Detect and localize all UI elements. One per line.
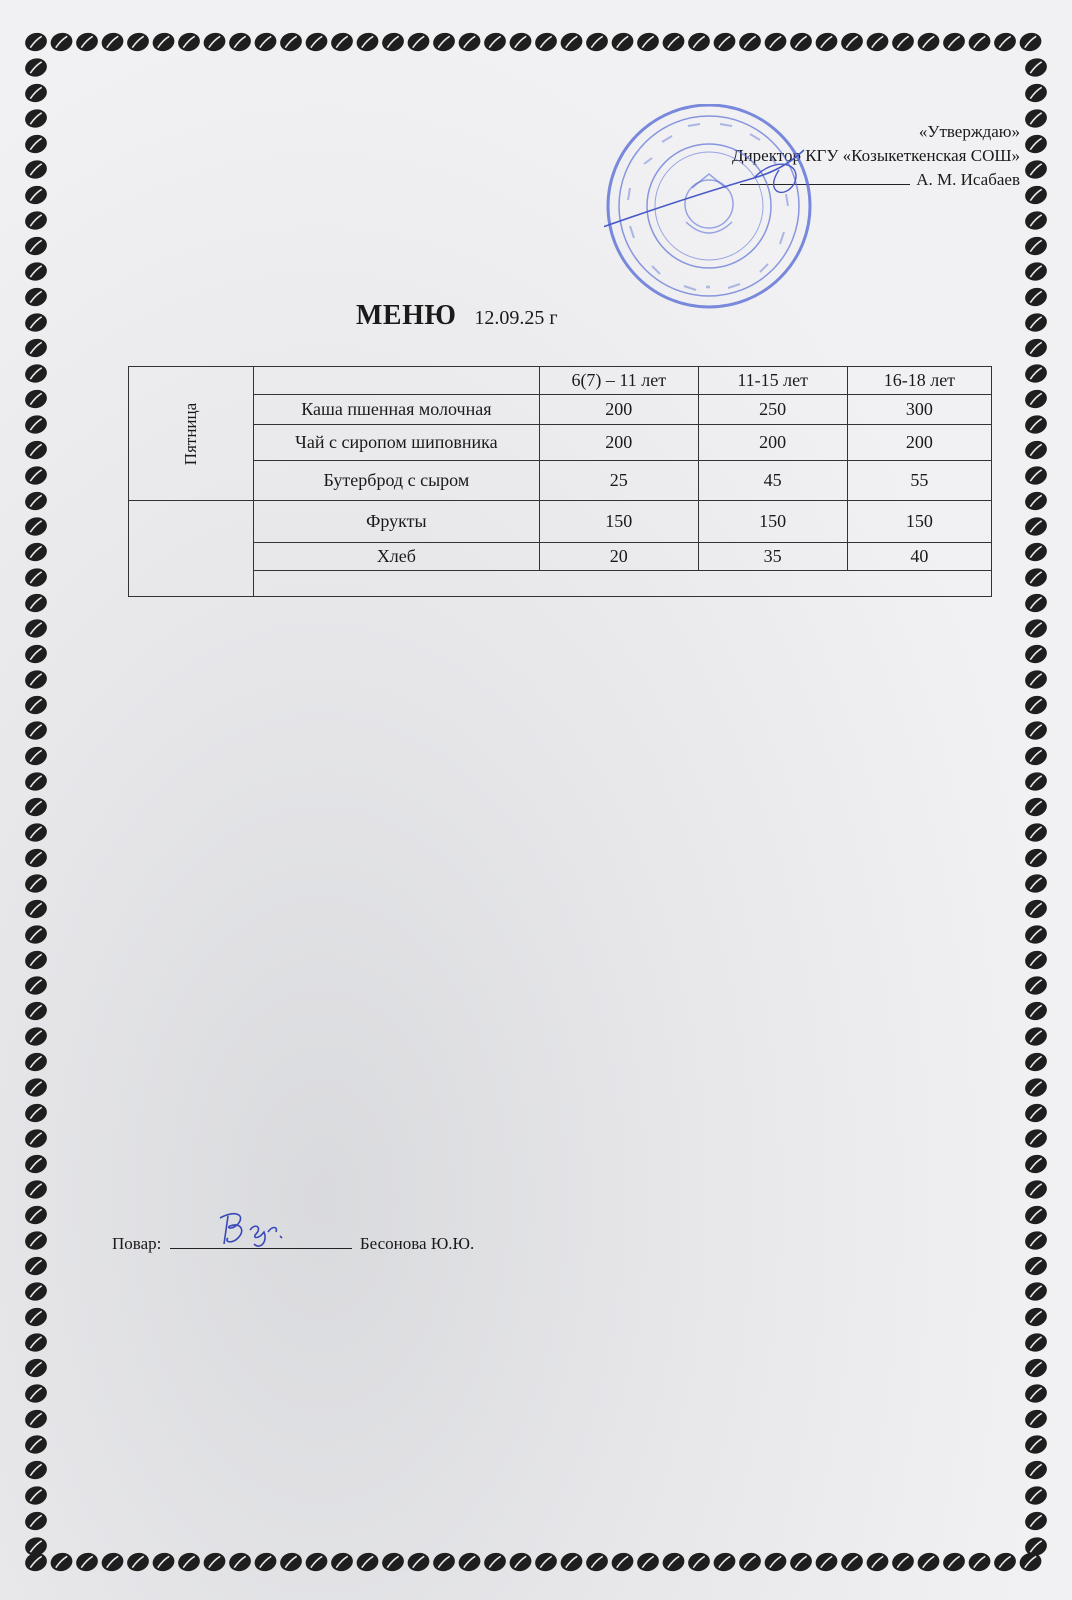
border-leaf <box>23 795 49 818</box>
cook-name: Бесонова Ю.Ю. <box>359 1234 475 1253</box>
border-leaf <box>329 1550 355 1573</box>
border-leaf <box>457 30 483 53</box>
border-leaf <box>23 1356 49 1379</box>
border-leaf <box>23 438 49 461</box>
border-leaf <box>814 30 840 53</box>
border-leaf <box>1023 1331 1049 1354</box>
border-leaf <box>406 1550 432 1573</box>
border-leaf <box>1023 1484 1049 1507</box>
border-leaf <box>304 30 330 53</box>
border-leaf <box>1018 30 1044 53</box>
border-leaf <box>406 30 432 53</box>
border-leaf <box>1023 974 1049 997</box>
border-leaf <box>482 30 508 53</box>
table-row <box>129 501 992 543</box>
table-row <box>129 543 992 571</box>
table-row <box>129 395 992 425</box>
border-leaf <box>1023 693 1049 716</box>
border-leaf <box>23 387 49 410</box>
border-leaf <box>1023 617 1049 640</box>
border-leaf <box>23 1331 49 1354</box>
border-leaf <box>533 1550 559 1573</box>
border-leaf <box>1023 1305 1049 1328</box>
border-leaf <box>23 668 49 691</box>
border-leaf <box>788 1550 814 1573</box>
border-leaf <box>559 30 585 53</box>
border-leaf <box>457 1550 483 1573</box>
border-leaf <box>967 1550 993 1573</box>
border-leaf <box>23 1178 49 1201</box>
border-leaf <box>176 1550 202 1573</box>
day-label: Пятница <box>180 402 200 466</box>
border-leaf <box>23 1535 49 1558</box>
border-leaf <box>1023 387 1049 410</box>
dish-name: Фрукты <box>253 501 539 543</box>
portion-value: 40 <box>847 543 991 571</box>
border-leaf <box>941 30 967 53</box>
empty-cell <box>253 571 991 597</box>
border-leaf <box>1023 1280 1049 1303</box>
border-leaf <box>23 1229 49 1252</box>
border-leaf <box>1023 1076 1049 1099</box>
portion-value: 200 <box>847 425 991 461</box>
border-leaf <box>1023 668 1049 691</box>
dish-name: Бутерброд с сыром <box>253 461 539 501</box>
border-leaf <box>865 1550 891 1573</box>
border-leaf <box>1023 923 1049 946</box>
border-leaf <box>431 30 457 53</box>
border-leaf <box>23 1280 49 1303</box>
border-leaf <box>23 1076 49 1099</box>
border-leaf <box>1023 489 1049 512</box>
official-stamp <box>604 104 834 314</box>
border-leaf <box>125 30 151 53</box>
border-leaf <box>100 30 126 53</box>
portion-value: 55 <box>847 461 991 501</box>
dish-name: Хлеб <box>253 543 539 571</box>
border-leaf <box>355 1550 381 1573</box>
border-leaf <box>839 1550 865 1573</box>
border-leaf <box>1023 413 1049 436</box>
border-leaf <box>1023 260 1049 283</box>
border-leaf <box>610 30 636 53</box>
border-leaf <box>23 1050 49 1073</box>
border-leaf <box>1023 1254 1049 1277</box>
border-leaf <box>202 30 228 53</box>
border-leaf <box>1023 285 1049 308</box>
border-leaf <box>814 1550 840 1573</box>
border-leaf <box>916 30 942 53</box>
border-leaf <box>992 30 1018 53</box>
cook-signature <box>216 1208 306 1250</box>
border-leaf <box>176 30 202 53</box>
border-leaf <box>1023 1203 1049 1226</box>
border-leaf <box>23 1509 49 1532</box>
border-leaf <box>1023 591 1049 614</box>
menu-date: 12.09.25 г <box>474 307 558 329</box>
border-leaf <box>23 515 49 538</box>
border-leaf <box>1023 1509 1049 1532</box>
border-leaf <box>1023 642 1049 665</box>
border-leaf <box>49 30 75 53</box>
portion-value: 200 <box>540 425 698 461</box>
border-leaf <box>23 617 49 640</box>
border-leaf <box>1023 234 1049 257</box>
portion-value: 300 <box>847 395 991 425</box>
border-leaf <box>23 81 49 104</box>
portion-value: 150 <box>540 501 698 543</box>
border-leaf <box>1023 1229 1049 1252</box>
border-leaf <box>1023 1050 1049 1073</box>
border-leaf <box>431 1550 457 1573</box>
border-leaf <box>23 1433 49 1456</box>
border-leaf <box>227 30 253 53</box>
border-leaf <box>1023 821 1049 844</box>
border-leaf <box>23 30 49 53</box>
border-leaf <box>712 1550 738 1573</box>
border-leaf <box>23 1127 49 1150</box>
border-leaf <box>1023 107 1049 130</box>
border-leaf <box>151 1550 177 1573</box>
portion-value: 200 <box>698 425 847 461</box>
border-leaf <box>1023 1101 1049 1124</box>
border-leaf <box>23 744 49 767</box>
border-leaf <box>1023 566 1049 589</box>
border-leaf <box>1023 1458 1049 1481</box>
portion-value: 20 <box>540 543 698 571</box>
portion-value: 250 <box>698 395 847 425</box>
cook-signature-block <box>112 1234 474 1254</box>
border-leaf <box>125 1550 151 1573</box>
decorative-border <box>22 28 1050 1576</box>
border-leaf <box>23 897 49 920</box>
table-row <box>129 461 992 501</box>
day-cell <box>129 367 254 501</box>
table-row-empty <box>129 571 992 597</box>
border-leaf <box>23 1305 49 1328</box>
border-leaf <box>763 30 789 53</box>
border-leaf <box>788 30 814 53</box>
cook-label: Повар: <box>112 1234 162 1253</box>
border-leaf <box>151 30 177 53</box>
border-leaf <box>23 1382 49 1405</box>
border-leaf <box>1023 56 1049 79</box>
border-leaf <box>686 1550 712 1573</box>
border-leaf <box>23 846 49 869</box>
border-leaf <box>23 234 49 257</box>
dish-name: Чай с сиропом шиповника <box>253 425 539 461</box>
border-leaf <box>1023 1025 1049 1048</box>
header-cell-age-group: 11-15 лет <box>698 367 847 395</box>
border-leaf <box>23 693 49 716</box>
border-leaf <box>1023 770 1049 793</box>
border-leaf <box>23 923 49 946</box>
border-leaf <box>1023 846 1049 869</box>
border-leaf <box>1023 311 1049 334</box>
border-leaf <box>1023 1127 1049 1150</box>
border-leaf <box>1023 1382 1049 1405</box>
border-leaf <box>635 1550 661 1573</box>
portion-value: 45 <box>698 461 847 501</box>
border-leaf <box>865 30 891 53</box>
approval-position: Директор КГУ «Козыкеткенская СОШ» <box>731 146 1020 165</box>
border-leaf <box>23 311 49 334</box>
border-leaf <box>23 540 49 563</box>
header-cell-age-group: 16-18 лет <box>847 367 991 395</box>
border-leaf <box>1023 209 1049 232</box>
border-leaf <box>559 1550 585 1573</box>
border-leaf <box>253 1550 279 1573</box>
border-leaf <box>23 1101 49 1124</box>
border-leaf <box>23 999 49 1022</box>
border-leaf <box>23 183 49 206</box>
border-leaf <box>23 464 49 487</box>
border-leaf <box>23 107 49 130</box>
border-leaf <box>23 158 49 181</box>
border-leaf <box>1023 948 1049 971</box>
border-leaf <box>1023 795 1049 818</box>
border-leaf <box>74 30 100 53</box>
border-leaf <box>839 30 865 53</box>
border-leaf <box>763 1550 789 1573</box>
border-leaf <box>1023 999 1049 1022</box>
portion-value: 200 <box>540 395 698 425</box>
portion-value: 35 <box>698 543 847 571</box>
border-leaf <box>508 30 534 53</box>
border-leaf <box>1023 1356 1049 1379</box>
border-leaf <box>1023 132 1049 155</box>
border-leaf <box>1023 1407 1049 1430</box>
approval-heading: «Утверждаю» <box>918 122 1020 141</box>
menu-title <box>356 300 558 332</box>
border-leaf <box>23 591 49 614</box>
border-leaf <box>482 1550 508 1573</box>
border-leaf <box>1023 81 1049 104</box>
border-leaf <box>1023 872 1049 895</box>
border-leaf <box>967 30 993 53</box>
border-leaf <box>23 1152 49 1175</box>
border-leaf <box>1023 1433 1049 1456</box>
table-row <box>129 425 992 461</box>
menu-table <box>128 366 992 597</box>
border-leaf <box>1023 362 1049 385</box>
border-leaf <box>1023 515 1049 538</box>
border-leaf <box>23 974 49 997</box>
border-leaf <box>23 1484 49 1507</box>
border-leaf <box>1023 1178 1049 1201</box>
border-leaf <box>278 1550 304 1573</box>
empty-day-cell <box>129 501 254 597</box>
border-leaf <box>355 30 381 53</box>
header-cell-dish <box>253 367 539 395</box>
border-leaf <box>23 1203 49 1226</box>
border-leaf <box>533 30 559 53</box>
table-header-row <box>129 367 992 395</box>
border-leaf <box>23 489 49 512</box>
border-leaf <box>610 1550 636 1573</box>
border-leaf <box>74 1550 100 1573</box>
director-name: А. М. Исабаев <box>916 170 1020 189</box>
border-leaf <box>584 1550 610 1573</box>
dish-name: Каша пшенная молочная <box>253 395 539 425</box>
border-leaf <box>23 719 49 742</box>
portion-value: 25 <box>540 461 698 501</box>
border-leaf <box>23 285 49 308</box>
border-leaf <box>23 56 49 79</box>
portion-value: 150 <box>698 501 847 543</box>
border-leaf <box>100 1550 126 1573</box>
border-leaf <box>661 1550 687 1573</box>
cook-signature-line <box>170 1234 352 1249</box>
border-leaf <box>1023 719 1049 742</box>
border-leaf <box>737 30 763 53</box>
border-leaf <box>635 30 661 53</box>
border-leaf <box>329 30 355 53</box>
border-leaf <box>1023 336 1049 359</box>
border-leaf <box>1023 438 1049 461</box>
border-leaf <box>1023 540 1049 563</box>
border-leaf <box>23 821 49 844</box>
border-leaf <box>1023 744 1049 767</box>
border-leaf <box>23 642 49 665</box>
border-leaf <box>916 1550 942 1573</box>
border-leaf <box>23 1407 49 1430</box>
border-leaf <box>380 1550 406 1573</box>
border-leaf <box>23 948 49 971</box>
border-leaf <box>23 209 49 232</box>
border-leaf <box>23 260 49 283</box>
border-leaf <box>1023 183 1049 206</box>
portion-value: 150 <box>847 501 991 543</box>
border-leaf <box>23 362 49 385</box>
border-leaf <box>890 1550 916 1573</box>
border-leaf <box>23 770 49 793</box>
border-leaf <box>23 872 49 895</box>
border-leaf <box>253 30 279 53</box>
border-leaf <box>737 1550 763 1573</box>
border-leaf <box>23 1458 49 1481</box>
border-leaf <box>49 1550 75 1573</box>
border-leaf <box>941 1550 967 1573</box>
border-leaf <box>23 1025 49 1048</box>
border-leaf <box>202 1550 228 1573</box>
border-leaf <box>508 1550 534 1573</box>
border-leaf <box>992 1550 1018 1573</box>
header-cell-age-group: 6(7) – 11 лет <box>540 367 698 395</box>
border-leaf <box>1023 464 1049 487</box>
border-leaf <box>23 566 49 589</box>
border-leaf <box>1023 158 1049 181</box>
border-leaf <box>23 336 49 359</box>
border-leaf <box>23 413 49 436</box>
menu-heading: МЕНЮ <box>356 300 457 331</box>
border-leaf <box>380 30 406 53</box>
border-leaf <box>1023 897 1049 920</box>
border-leaf <box>278 30 304 53</box>
border-leaf <box>890 30 916 53</box>
border-leaf <box>23 132 49 155</box>
border-leaf <box>304 1550 330 1573</box>
svg-text:*: * <box>705 284 711 295</box>
border-leaf <box>227 1550 253 1573</box>
border-leaf <box>1023 1152 1049 1175</box>
border-leaf <box>712 30 738 53</box>
border-leaf <box>23 1254 49 1277</box>
border-leaf <box>661 30 687 53</box>
border-leaf <box>686 30 712 53</box>
border-leaf <box>584 30 610 53</box>
